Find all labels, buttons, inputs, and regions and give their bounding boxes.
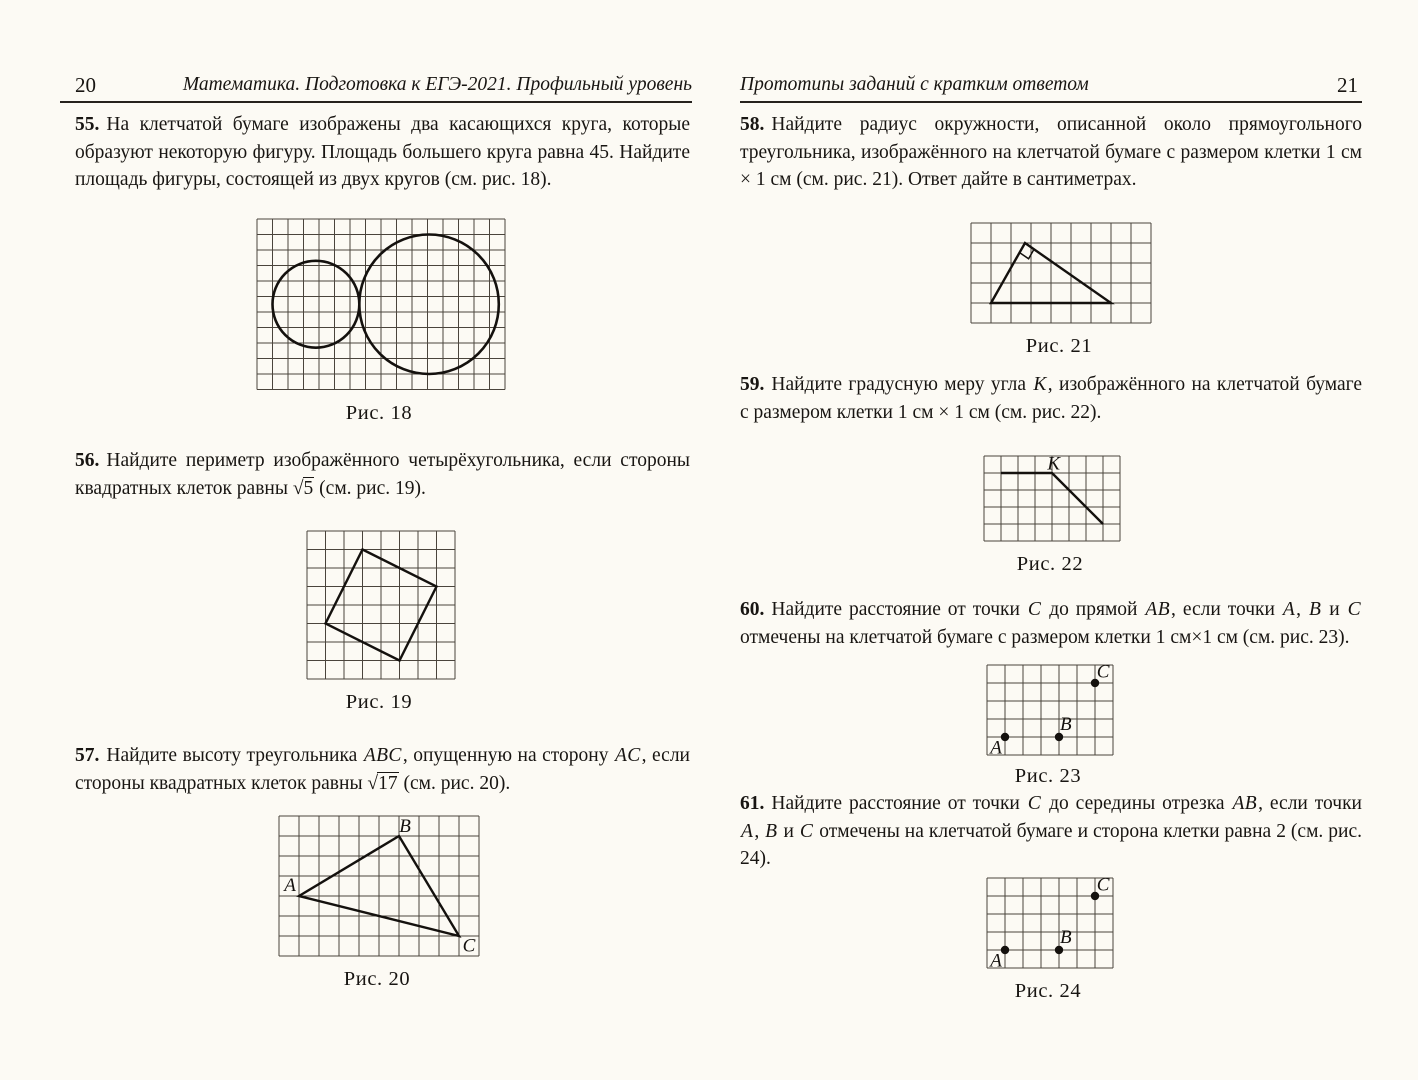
marked-point — [1001, 946, 1009, 954]
grid-lines — [279, 816, 479, 956]
problem-56-text: Найдите периметр изображённого четырёхугольника, если стороны квадратных клеток равны √5 (см. рис. 19). — [75, 450, 690, 499]
grid-lines — [971, 223, 1151, 323]
problem-55-text: На клетчатой бумаге изображены два касающихся круга, которые образуют некоторую фигуру. Площадь большего круга равна 45. Найдите площадь фигуры, состоящей из двух кругов (см. рис. 18). — [75, 114, 690, 190]
square-root: √17 — [367, 772, 398, 794]
problem-56 — [75, 447, 690, 502]
point-label: B — [1060, 927, 1072, 949]
figure-19-caption: Рис. 19 — [345, 691, 413, 713]
figure-22 — [982, 454, 1118, 576]
left-running-header: Математика. Подготовка к ЕГЭ-2021. Профильный уровень — [182, 74, 692, 95]
problem-57-text: Найдите высоту треугольника ABC, опущенную на сторону AC, если стороны квадратных клеток равны √17 (см. рис. 20). — [75, 745, 690, 794]
point-label: A — [990, 737, 1002, 757]
figure-18-grid-drawing — [255, 217, 507, 392]
figure-21-caption: Рис. 21 — [1025, 335, 1093, 357]
figure-23 — [985, 663, 1111, 788]
square-root: √5 — [292, 477, 314, 499]
figure-19 — [305, 529, 453, 714]
math-variable: AC — [614, 745, 641, 766]
figure-23-grid-drawing — [985, 663, 1115, 757]
problem-58-number: 58. — [740, 114, 765, 135]
point-label: A — [990, 950, 1002, 970]
problem-60-number: 60. — [740, 599, 765, 620]
grid-lines — [307, 531, 455, 679]
problem-55-number: 55. — [75, 114, 100, 135]
right-running-header: Прототипы заданий с кратким ответом — [740, 74, 1089, 95]
problem-59-text: Найдите градусную меру угла K, изображённого на клетчатой бумаге с размером клетки 1 см × 1 см (см. рис. 22). — [740, 374, 1363, 423]
figure-24-caption: Рис. 24 — [1014, 980, 1082, 1002]
problem-59 — [740, 371, 1362, 426]
marked-point — [1001, 733, 1009, 741]
problem-55 — [75, 111, 690, 194]
figure-18 — [255, 217, 503, 425]
problem-59-number: 59. — [740, 374, 765, 395]
math-variable: B — [765, 820, 778, 842]
grid-lines — [257, 219, 505, 390]
problem-61 — [740, 790, 1362, 873]
figure-23-caption: Рис. 23 — [1014, 765, 1082, 787]
problem-57-number: 57. — [75, 745, 100, 766]
math-variable: C — [1027, 599, 1042, 620]
problem-56-number: 56. — [75, 450, 100, 471]
problem-58-text: Найдите радиус окружности, описанной около прямоугольного треугольника, изображённого на клетчатой бумаге с размером клетки 1 см × 1 см (см. рис. 21). Ответ дайте в сантиметрах. — [740, 114, 1362, 190]
figure-24 — [985, 876, 1111, 1003]
math-variable: AB — [1232, 793, 1258, 814]
right-page-number: 21 — [1337, 73, 1358, 97]
math-variable: C — [1347, 599, 1361, 620]
figure-20-caption: Рис. 20 — [343, 968, 411, 990]
problem-61-number: 61. — [740, 793, 765, 814]
point-label: B — [399, 816, 411, 837]
figure-18-caption: Рис. 18 — [345, 401, 413, 424]
grid-lines — [987, 665, 1113, 755]
math-variable: C — [1027, 793, 1042, 814]
figure-19-grid-drawing — [305, 529, 457, 681]
figure-20-grid-drawing — [277, 814, 481, 958]
figure-shape — [273, 261, 360, 348]
problem-57 — [75, 742, 690, 797]
point-label: A — [284, 875, 296, 896]
math-variable: K — [1033, 374, 1047, 395]
figure-22-grid-drawing — [982, 454, 1122, 543]
math-variable: ABC — [363, 745, 402, 766]
figure-24-grid-drawing — [985, 876, 1115, 970]
right-header-rule — [740, 101, 1362, 103]
figure-20 — [277, 814, 477, 991]
point-label: K — [1047, 454, 1061, 475]
figure-22-caption: Рис. 22 — [1016, 553, 1084, 575]
problem-61-text: Найдите расстояние от точки C до середины отрезка AB, если точки A, B и C отмечены на клетчатой бумаге и сторона клетки равна 2 (см. рис. 24). — [740, 793, 1362, 869]
problem-60 — [740, 596, 1362, 651]
point-label: B — [1060, 714, 1072, 736]
left-page-number: 20 — [75, 73, 96, 97]
point-label: C — [462, 935, 476, 957]
math-variable: AB — [1145, 599, 1171, 620]
left-header-rule — [60, 101, 692, 103]
math-variable: A — [741, 820, 754, 842]
figure-21 — [969, 221, 1149, 358]
math-variable: B — [1308, 599, 1322, 620]
point-label: C — [1096, 876, 1110, 896]
problem-58 — [740, 111, 1362, 194]
math-variable: C — [799, 820, 814, 842]
figure-shape — [359, 235, 499, 375]
point-label: C — [1096, 663, 1110, 683]
figure-21-grid-drawing — [969, 221, 1153, 325]
problem-60-text: Найдите расстояние от точки C до прямой AB, если точки A, B и C отмечены на клетчатой бумаге с размером клетки 1 см×1 см (см. рис. 23). — [740, 599, 1361, 648]
math-variable: A — [1282, 599, 1296, 620]
grid-lines — [987, 878, 1113, 968]
